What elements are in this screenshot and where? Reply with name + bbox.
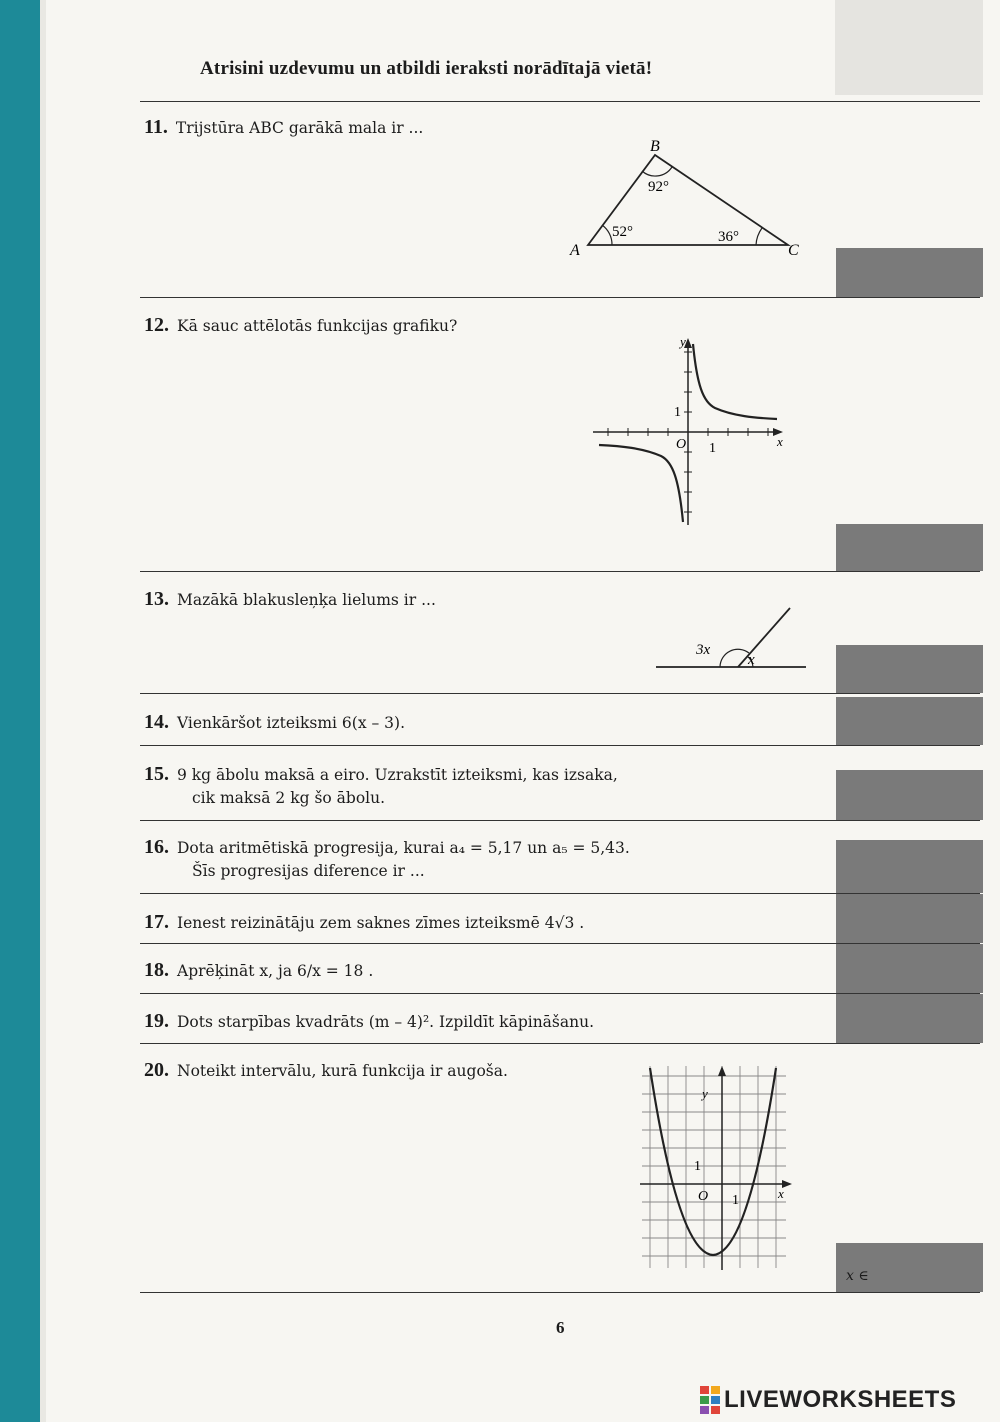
angle-arc-c: [756, 228, 762, 245]
question-text-line1: 9 kg ābolu maksā a eiro. Uzrakstīt izteiksmi, kas izsaka,: [177, 766, 618, 784]
question-text: Kā sauc attēlotās funkcijas grafiku?: [177, 317, 458, 335]
y-unit-label: 1: [674, 405, 681, 420]
answer-box-15[interactable]: [836, 770, 983, 820]
hyperbola-branch-1: [693, 344, 777, 419]
question-number: 15.: [144, 763, 169, 785]
page-number: 6: [556, 1318, 565, 1337]
adjacent-angles-figure: [650, 600, 810, 675]
origin-label: O: [676, 437, 687, 452]
answer-box-11[interactable]: [836, 248, 983, 297]
triangle-figure: [560, 135, 820, 263]
liveworksheets-logo: [700, 1386, 956, 1414]
angle-arc-b: [642, 167, 672, 176]
page-title: Atrisini uzdevumu un atbildi ieraksti norādītajā vietā!: [200, 58, 653, 79]
question-14: [144, 711, 405, 735]
question-text-line2: cik maksā 2 kg šo ābolu.: [192, 789, 386, 807]
angle-x-label: x: [748, 652, 755, 668]
logo-icon: [700, 1386, 720, 1414]
angle-b-label: 92°: [648, 179, 669, 195]
divider: [140, 101, 980, 102]
question-13: [144, 588, 436, 612]
hyperbola-graph: [585, 330, 795, 530]
angle-3x-label: 3x: [696, 642, 711, 658]
x-unit-label: 1: [732, 1193, 739, 1208]
question-11: [144, 116, 423, 140]
vertex-a-label: A: [570, 242, 580, 259]
corner-shadow: [835, 0, 983, 95]
divider: [140, 1292, 980, 1293]
angle-a-label: 52°: [612, 224, 633, 240]
question-text: Ienest reizinātāju zem saknes zīmes izteiksmē 4√3 .: [177, 914, 585, 932]
question-text: Dots starpības kvadrāts (m – 4)². Izpildīt kāpināšanu.: [177, 1013, 595, 1031]
question-text: Vienkāršot izteiksmi 6(x – 3).: [177, 714, 406, 732]
answer-box-16[interactable]: [836, 840, 983, 893]
answer-box-19[interactable]: [836, 994, 983, 1043]
divider: [140, 571, 980, 572]
ray: [738, 608, 790, 667]
logo-text: LIVEWORKSHEETS: [724, 1386, 957, 1413]
question-19: [144, 1010, 594, 1034]
question-12: [144, 314, 457, 338]
question-18: [144, 959, 373, 983]
vertex-c-label: C: [788, 242, 799, 259]
question-number: 17.: [144, 911, 169, 933]
answer-box-14[interactable]: [836, 697, 983, 745]
y-unit-label: 1: [694, 1159, 701, 1174]
interval-prefix: x ∈: [846, 1268, 869, 1284]
angle-c-label: 36°: [718, 229, 739, 245]
y-axis-arrow: [718, 1066, 726, 1076]
angle-arc-a: [602, 225, 612, 245]
question-number: 12.: [144, 314, 169, 336]
y-axis-label: y: [680, 334, 686, 349]
question-number: 16.: [144, 836, 169, 858]
y-axis-label: y: [702, 1086, 708, 1101]
question-text: Noteikt intervālu, kurā funkcija ir augoša.: [177, 1062, 508, 1080]
parabola-graph: [636, 1062, 796, 1272]
origin-label: O: [698, 1189, 709, 1204]
question-number: 13.: [144, 588, 169, 610]
question-17: [144, 911, 584, 935]
question-16: [144, 836, 630, 883]
question-number: 20.: [144, 1059, 169, 1081]
question-number: 19.: [144, 1010, 169, 1032]
question-number: 14.: [144, 711, 169, 733]
question-number: 18.: [144, 959, 169, 981]
question-text-line1: Dota aritmētiskā progresija, kurai a₄ = 5,17 un a₅ = 5,43.: [177, 839, 630, 857]
divider: [140, 1043, 980, 1044]
binding-strip: [0, 0, 40, 1422]
answer-box-17[interactable]: [836, 894, 983, 943]
x-axis-label: x: [778, 1186, 784, 1201]
question-20: [144, 1059, 508, 1083]
answer-box-18[interactable]: [836, 944, 983, 993]
grid: [642, 1066, 786, 1268]
answer-box-13[interactable]: [836, 645, 983, 693]
hyperbola-branch-2: [599, 445, 683, 522]
question-text: Trijstūra ABC garākā mala ir ...: [175, 119, 424, 137]
answer-box-12[interactable]: [836, 524, 983, 571]
divider: [140, 297, 980, 298]
divider: [140, 693, 980, 694]
x-axis-label: x: [777, 434, 783, 449]
x-unit-label: 1: [709, 441, 716, 456]
parabola-curve: [650, 1068, 776, 1255]
question-number: 11.: [144, 116, 168, 138]
question-text-line2: Šīs progresijas diference ir ...: [192, 862, 425, 880]
question-text: Aprēķināt x, ja 6/x = 18 .: [177, 962, 374, 980]
question-15: [144, 763, 618, 810]
divider: [140, 745, 980, 746]
divider: [140, 820, 980, 821]
vertex-b-label: B: [650, 138, 660, 155]
question-text: Mazākā blakusleņķa lielums ir ...: [177, 591, 436, 609]
